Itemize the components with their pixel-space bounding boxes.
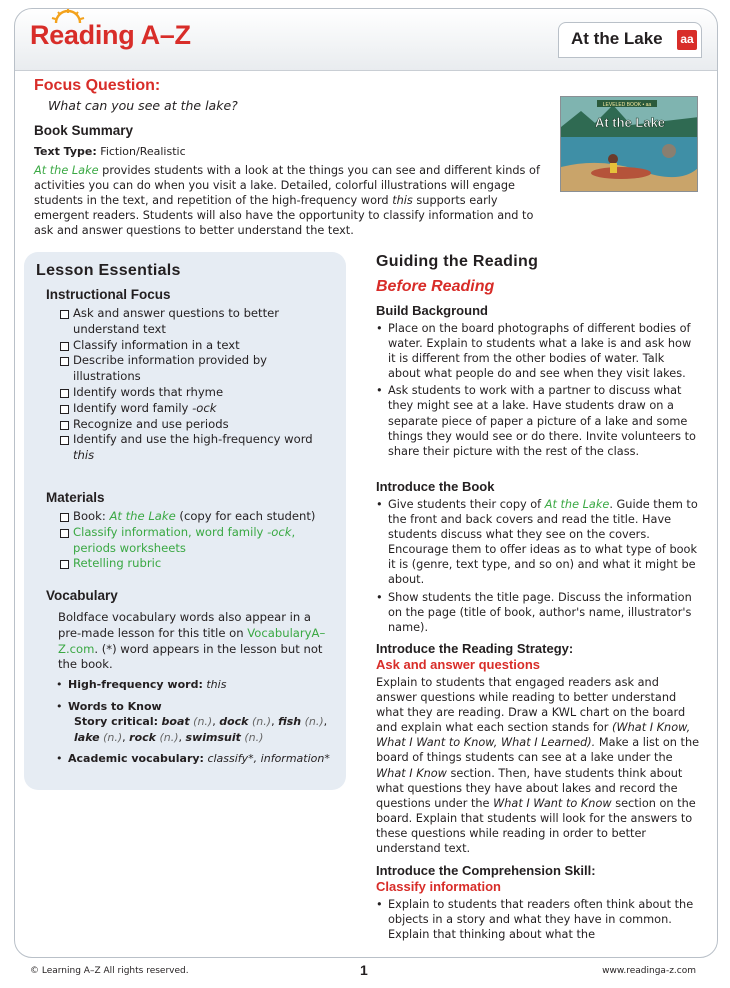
words-to-know-bullet: • Words to Know: [54, 699, 342, 715]
materials-item: Book: At the Lake (copy for each student): [60, 509, 336, 525]
vocabulary-heading: Vocabulary: [46, 588, 118, 603]
comprehension-list: [376, 897, 700, 944]
introduce-book-heading: Introduce the Book: [376, 479, 495, 494]
list-item: • Give students their copy of At the Lake. Guide them to the front and back covers and read the title. Have students discuss what they see on the covers. Encourage them to offer ideas as to what type of book it is (genre, text type, and so on) and what it might be about.: [376, 497, 700, 588]
reading-strategy-heading: Introduce the Reading Strategy:: [376, 641, 574, 656]
cover-banner: LEVELED BOOK • aa: [602, 102, 652, 108]
copyright: © Learning A–Z All rights reserved.: [30, 966, 189, 976]
guiding-reading-heading: Guiding the Reading: [376, 253, 539, 270]
lesson-essentials-title: Lesson Essentials: [36, 262, 181, 279]
high-frequency-bullet: • High-frequency word: this: [54, 677, 342, 693]
focus-question-label: Focus Question:: [34, 77, 161, 94]
checklist-item: Identify word family -ock: [60, 401, 336, 417]
list-item: • Ask students to work with a partner to discuss what they might see at a lake. Have students draw on a separate piece of paper a picture of a lake and some things they would see or do there. Invite volunteers to share their picture with the rest of the class.: [376, 383, 700, 458]
book-link[interactable]: At the Lake: [109, 509, 176, 523]
materials-heading: Materials: [46, 490, 105, 505]
comprehension-skill-subheading: Classify information: [376, 879, 501, 894]
list-item: • Explain to students that readers often think about the objects in a story and what they have in common. Explain that thinking about what the: [376, 897, 700, 942]
academic-vocabulary-bullet: • Academic vocabulary: classify*, information*: [54, 751, 342, 767]
instructional-focus-list: [60, 306, 336, 464]
worksheets-link[interactable]: Classify information, word family -ock, periods worksheets: [60, 525, 336, 557]
checklist-item: Classify information in a text: [60, 338, 336, 354]
vocabulary-az-link[interactable]: VocabularyA–Z.com: [58, 625, 326, 656]
focus-question: What can you see at the lake?: [48, 98, 238, 113]
checklist-item: Ask and answer questions to better understand text: [60, 306, 336, 338]
summary-book-link[interactable]: At the Lake: [34, 164, 99, 177]
lake-illustration: [561, 97, 698, 192]
reading-strategy-paragraph: Explain to students that engaged readers ask and answer questions while reading to better understand what they are reading. Draw a KWL chart on the board and explain what each section stands for (What I Know, What I Want to Know, What I Learned). Make a list on the board of things students can see at a lake under the What I Know section. Then, have students think about what questions they have about lakes and record the questions under the What I Want to Know section on the board. Explain that students will look for the answers to these questions while reading in order to better understand text.: [376, 676, 700, 856]
build-background-heading: Build Background: [376, 303, 488, 318]
build-background-list: [376, 321, 700, 461]
story-critical-words: Story critical: boat (n.), dock (n.), fish (n.), lake (n.), rock (n.), swimsuit (n.): [74, 715, 328, 744]
level-badge: aa: [677, 30, 697, 50]
checklist-item: Identify and use the high-frequency word this: [60, 432, 336, 464]
reading-az-logo[interactable]: Reading A–Z: [30, 20, 191, 50]
checklist-item: Describe information provided by illustrations: [60, 353, 336, 385]
book-cover-image: [560, 96, 698, 192]
book-title: At the Lake: [571, 29, 663, 48]
list-item: • Place on the board photographs of different bodies of water. Explain to students what a lake is and ask how it is different from the other bodies of water. Talk about what people do and see when they visit lakes.: [376, 321, 700, 381]
book-link[interactable]: At the Lake: [544, 498, 610, 511]
page-number: 1: [360, 962, 368, 978]
website-link[interactable]: www.readinga-z.com: [602, 966, 696, 976]
cover-title: At the Lake: [594, 115, 666, 130]
materials-list: [60, 509, 336, 572]
list-item: • Show students the title page. Discuss the information on the page (title of book, author's name, illustrator's name).: [376, 590, 700, 635]
reading-strategy-subheading: Ask and answer questions: [376, 657, 540, 672]
before-reading-heading: Before Reading: [376, 278, 495, 295]
text-type-value: Fiction/Realistic: [100, 145, 186, 158]
text-type-label: Text Type:: [34, 145, 97, 158]
book-summary-heading: Book Summary: [34, 123, 134, 138]
comprehension-skill-heading: Introduce the Comprehension Skill:: [376, 863, 596, 878]
vocabulary-paragraph: Boldface vocabulary words also appear in a pre-made lesson for this title on VocabularyA–Z.com. (*) word appears in the lesson but not the book.: [58, 610, 326, 672]
checklist-item: Identify words that rhyme: [60, 385, 336, 401]
rubric-link[interactable]: Retelling rubric: [60, 556, 336, 572]
checklist-item: Recognize and use periods: [60, 417, 336, 433]
summary-paragraph: At the Lake provides students with a look at the things you can see and different kinds of activities you can do when you visit a lake. Detailed, colorful illustrations will engage students in the text, and repetition of the high-frequency word this supports early emergent readers. Students will also have the opportunity to classify information and to ask and answer questions to better understand the text.: [34, 164, 540, 237]
instructional-focus-heading: Instructional Focus: [46, 287, 171, 302]
introduce-book-list: [376, 497, 700, 637]
vocabulary-bullets: [54, 677, 342, 767]
text-type: [34, 145, 186, 158]
book-title-tab: [558, 22, 702, 58]
